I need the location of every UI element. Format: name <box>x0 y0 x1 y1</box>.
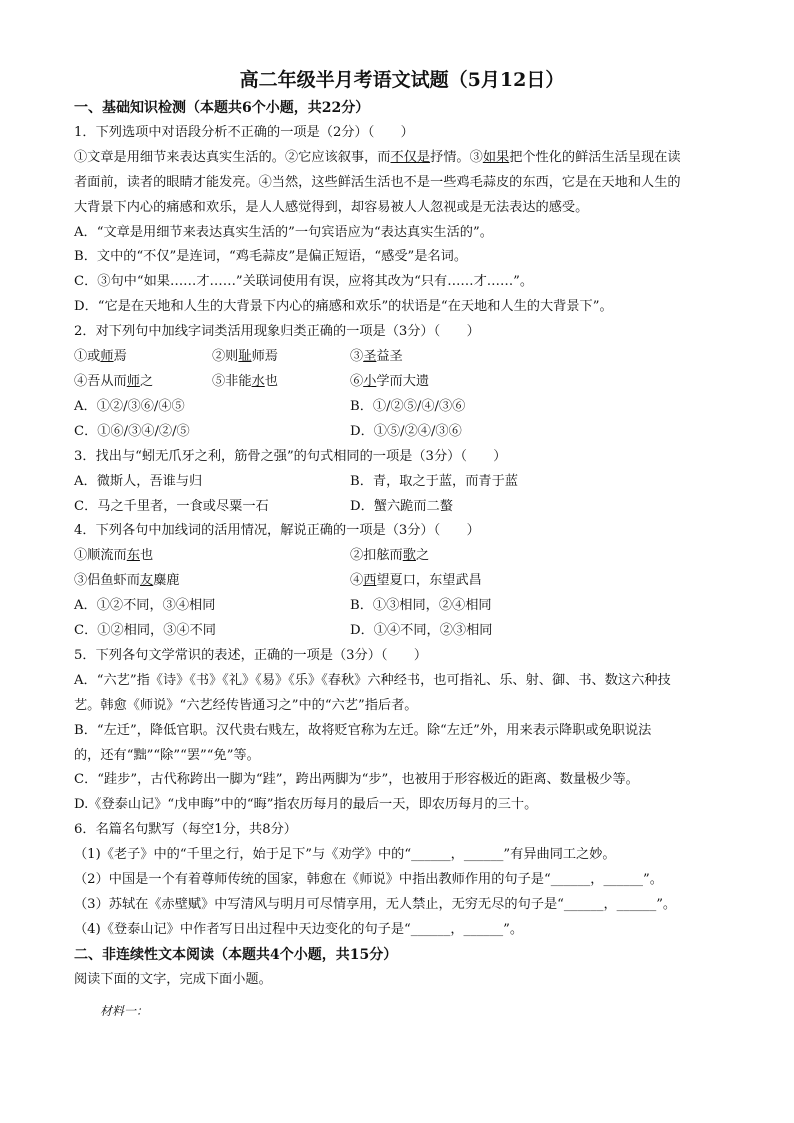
underlined-word: 水 <box>251 373 265 389</box>
option-b-continued: 的，还有“黜”“除”“罢”“免”等。 <box>74 747 260 763</box>
option-c: C．①⑥/③④/②/⑤ <box>74 423 190 439</box>
question-4-items-row <box>74 569 730 594</box>
underlined-word: 友 <box>139 573 154 589</box>
item <box>74 544 350 569</box>
question-1-passage-line <box>74 146 730 171</box>
underlined-word: 小 <box>363 373 377 389</box>
item <box>74 370 212 395</box>
item-text: 望夏口，东望武昌 <box>376 573 482 589</box>
option-d: D．①④不同，②③相同 <box>350 623 493 639</box>
item <box>212 345 350 370</box>
question-2-items-row <box>74 345 730 370</box>
item <box>74 345 212 370</box>
item-text: 也 <box>139 548 154 564</box>
underlined-word: 耻 <box>238 349 252 365</box>
fill-blank-2: （2）中国是一个有着尊师传统的国家，韩愈在《师说》中指出教师作用的句子是“______，______”。 <box>74 872 663 888</box>
option-d: D．蟹六跪而二螯 <box>350 498 453 514</box>
option-a: A．①②不同，③④相同 <box>74 598 216 614</box>
underlined-word: 不仅是 <box>390 149 431 165</box>
option-a: A．“六艺”指《诗》《书》《礼》《易》《乐》《春秋》六种经书，也可指礼、乐、射、御、书、数这六种技 <box>74 672 671 688</box>
item <box>350 345 403 370</box>
underlined-word: 如果 <box>482 149 510 165</box>
option-a: A．“文章是用细节来表达真实生活的”一句宾语应为“表达真实生活的”。 <box>74 224 493 240</box>
item <box>74 569 350 594</box>
item-text: ②扣舷而 <box>350 548 403 564</box>
question-1-passage-line: 大背景下内心的痛感和欢乐，是人人感觉得到，却容易被人人忽视或是无法表达的感受。 <box>74 199 589 215</box>
item-text: 学而大遗 <box>376 373 430 389</box>
option-a: A．微斯人，吾谁与归 <box>74 473 203 489</box>
question-3-stem: 3．找出与“蚓无爪牙之利，筋骨之强”的句式相同的一项是（3分）（ ） <box>74 448 507 464</box>
item-text: 益圣 <box>376 349 403 365</box>
passage-text: ①文章是用细节来表达真实生活的。②它应该叙事，而 <box>74 149 391 165</box>
item <box>350 544 429 569</box>
item-text: ⑥ <box>350 373 364 389</box>
section-heading-1: 一、基础知识检测（本题共6个小题，共22分） <box>74 100 370 116</box>
page-title: 高二年级半月考语文试题（5月12日） <box>239 69 565 91</box>
options-row <box>74 619 730 644</box>
underlined-word: 歌 <box>402 548 416 564</box>
question-6-stem: 6．名篇名句默写（每空1分，共8分） <box>74 822 297 838</box>
question-2-items-row <box>74 370 730 395</box>
item <box>350 569 482 594</box>
option-c: C．①②相同，③④不同 <box>74 623 216 639</box>
fill-blank-3: （3）苏轼在《赤壁赋》中写清风与明月可尽情享用，无人禁止，无穷无尽的句子是“______，______”。 <box>74 897 677 912</box>
item <box>350 370 429 395</box>
passage-text: 抒情。③ <box>430 149 483 165</box>
item <box>212 370 350 395</box>
question-2-stem: 2．对下列句中加线字词类活用现象归类正确的一项是（3分）（ ） <box>74 324 480 340</box>
option-b: B．①/②⑤/④/③⑥ <box>350 398 466 414</box>
options-row <box>74 594 730 619</box>
underlined-word: 东 <box>126 548 140 564</box>
underlined-word: 西 <box>363 573 377 589</box>
options-row <box>74 395 730 420</box>
question-5-stem: 5．下列各句文学常识的表述，正确的一项是（3分）（ ） <box>74 647 428 663</box>
options-row <box>74 470 730 495</box>
item-text: ③侣鱼虾而 <box>74 573 140 589</box>
item-text: 之 <box>139 373 154 389</box>
section-heading-2: 二、非连续性文本阅读（本题共4个小题，共15分） <box>74 946 398 963</box>
option-b: B．文中的“不仅”是连词，“鸡毛蒜皮”是偏正短语，“感受”是名词。 <box>74 249 468 265</box>
underlined-word: 师 <box>126 373 140 389</box>
option-d: D.《登泰山记》“戊申晦”中的“晦”指农历每月的最后一天，即农历每月的三十。 <box>74 797 538 813</box>
options-row <box>74 495 730 520</box>
section-2-intro: 阅读下面的文字，完成下面小题。 <box>74 971 272 987</box>
item-text: ①或 <box>74 349 101 365</box>
option-c: C．马之千里者，一食或尽粟一石 <box>74 498 269 514</box>
underlined-word: 师 <box>100 349 114 365</box>
question-4-items-row <box>74 544 730 569</box>
item-text: ④吾从而 <box>74 373 127 389</box>
option-c: C．③句中“如果……才……”关联词使用有误，应将其改为“只有……才……”。 <box>74 274 534 290</box>
option-a: A．①②/③⑥/④⑤ <box>74 398 185 414</box>
question-1-passage-line: 者面前，读者的眼睛才能发亮。④当然，这些鲜活生活也不是一些鸡毛蒜皮的东西，它是在天地和人生的 <box>74 174 681 190</box>
fill-blank-1: （1)《老子》中的“千里之行，始于足下”与《劝学》中的“______，______”有异曲同工之妙。 <box>74 847 616 863</box>
item-text: 也 <box>264 373 278 389</box>
options-row <box>74 420 730 445</box>
item-text: ④ <box>350 573 364 589</box>
item-text: 麋鹿 <box>153 573 180 589</box>
question-4-stem: 4．下列各句中加线词的活用情况，解说正确的一项是（3分）（ ） <box>74 523 480 539</box>
option-c: C．“跬步”，古代称跨出一脚为“跬”，跨出两脚为“步”，也被用于形容极近的距离、数量极少等。 <box>74 772 639 788</box>
fill-blank-4: （4)《登泰山记》中作者写日出过程中天边变化的句子是“______，______”。 <box>74 921 524 937</box>
option-b: B．①③相同，②④相同 <box>350 598 492 614</box>
option-b: B．青，取之于蓝，而青于蓝 <box>350 473 518 489</box>
item-text: 之 <box>415 548 430 564</box>
item-text: ⑤非能 <box>212 373 252 389</box>
item-text: 师焉 <box>251 349 278 365</box>
passage-text: 把个性化的鲜活生活呈现在读 <box>509 149 681 165</box>
item-text: ②则 <box>212 349 239 365</box>
option-d: D．“它是在天地和人生的大背景下内心的痛感和欢乐”的状语是“在天地和人生的大背景下”。 <box>74 299 613 315</box>
option-a-continued: 艺。韩愈《师说》“六艺经传皆通习之”中的“六艺”指后者。 <box>74 697 418 713</box>
item-text: ①顺流而 <box>74 548 127 564</box>
option-b: B．“左迁”，降低官职。汉代贵右贱左，故将贬官称为左迁。除“左迁”外，用来表示降职或免职说法 <box>74 722 652 738</box>
item-text: ③ <box>350 349 364 365</box>
material-label: 材料一： <box>100 1003 149 1018</box>
question-1-stem: 1．下列选项中对语段分析不正确的一项是（2分）（ ） <box>74 124 414 140</box>
option-d: D．①⑤/②④/③⑥ <box>350 423 462 439</box>
item-text: 焉 <box>113 349 127 365</box>
underlined-word: 圣 <box>363 349 377 365</box>
